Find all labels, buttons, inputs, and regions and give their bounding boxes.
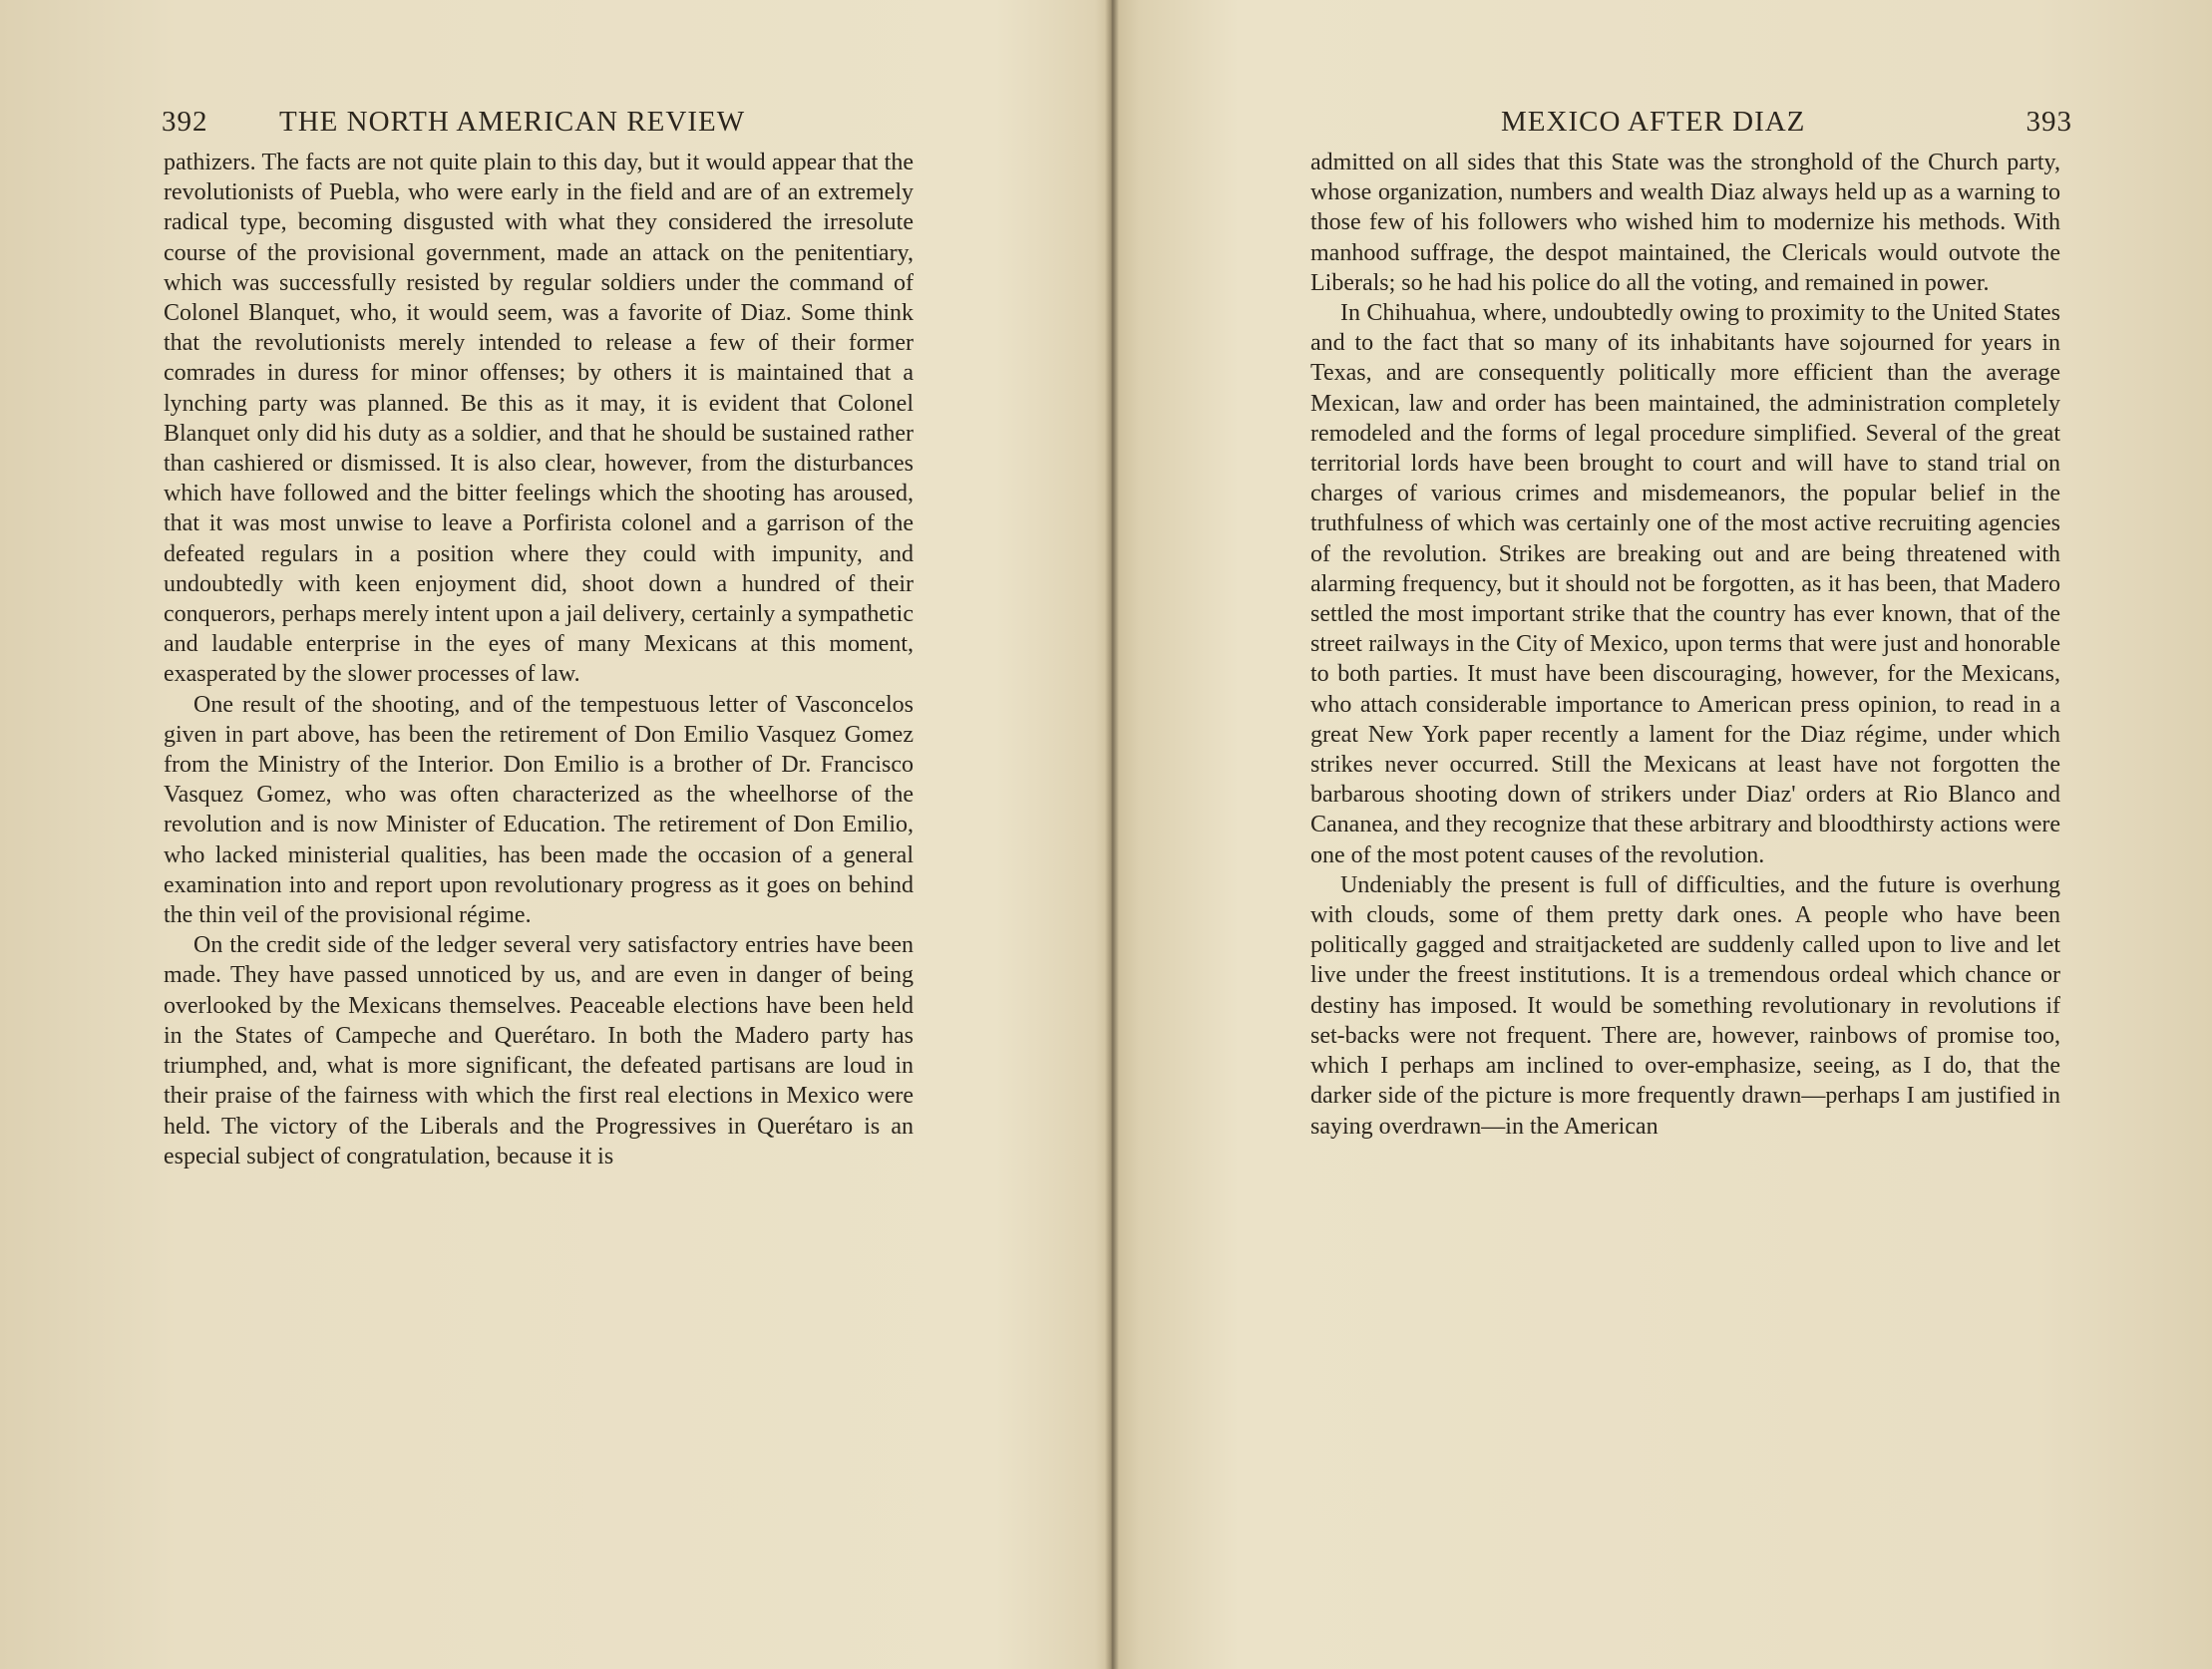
paragraph: pathizers. The facts are not quite plain to this day, but it would appear that the revolutionists of Puebla, who were early in the field and are of an extremely radical type, becoming disgusted with what they considered the irresolute course of the provisional government, made an attack on the penitentiary, which was successfully resisted by regular soldiers under the command of Colonel Blanquet, who, it would seem, was a favorite of Diaz. Some think that the revolutionists merely intended to release a few of their former comrades in duress for minor offenses; by others it is maintained that a lynching party was planned. Be this as it may, it is evident that Colonel Blanquet only did his duty as a soldier, and that he should be sustained rather than cashiered or dismissed. It is also clear, however, from the disturbances which have followed and the bitter feelings which the shooting has aroused, that it was most unwise to leave a Porfirista colonel and a garrison of the defeated regulars in a position where they could with impunity, and undoubtedly with keen enjoyment did, shoot down a hundred of their conquerors, perhaps merely intent upon a jail delivery, certainly a sympathetic and laudable enterprise in the eyes of many Mexicans at this moment, exasperated by the slower processes of law. — [164, 150, 914, 688]
page-number: 392 — [162, 106, 208, 138]
paragraph: One result of the shooting, and of the tempestuous letter of Vasconcelos given in part above, has been the retirement of Don Emilio Vasquez Gomez from the Ministry of the Interior. Don Emilio is a brother of Dr. Francisco Vasquez Gomez, who was often characterized as the wheelhorse of the revolution and is now Minister of Education. The retirement of Don Emilio, who lacked ministerial qualities, has been made the occasion of a general examination into and report upon revolutionary progress as it goes on behind the thin veil of the provisional régime. — [164, 691, 914, 929]
right-page-body — [1310, 148, 2060, 1142]
paragraph: admitted on all sides that this State was the stronghold of the Church party, whose organization, numbers and wealth Diaz always held up as a warning to those few of his followers who wished him to modernize his methods. With manhood suffrage, the despot maintained, the Clericals would outvote the Liberals; so he had his police do all the voting, and remained in power. — [1310, 150, 2060, 296]
left-page-body — [164, 148, 914, 1171]
paragraph: Undeniably the present is full of difficulties, and the future is overhung with clouds, some of them pretty dark ones. A people who have been politically gagged and straitjacketed are suddenly called upon to live and let live under the freest institutions. It is a tremendous ordeal which chance or destiny has imposed. It would be something revolutionary in revolutions if set-backs were not frequent. There are, however, rainbows of promise too, which I perhaps am inclined to over-emphasize, seeing, as I do, that the darker side of the picture is more frequently drawn—perhaps I am justified in saying overdrawn—in the American — [1310, 871, 2060, 1140]
right-running-head — [1296, 106, 2074, 146]
page-number: 393 — [2026, 106, 2072, 138]
paragraph: In Chihuahua, where, undoubtedly owing to proximity to the United States and to the fact that so many of its inhabitants have sojourned for years in Texas, and are consequently politically more efficient than the average Mexican, law and order has been maintained, the administration completely remodeled and the forms of legal procedure simplified. Several of the great territorial lords have been brought to court and will have to stand trial on charges of various crimes and misdemeanors, the popular belief in the truthfulness of which was certainly one of the most active recruiting agencies of the revolution. Strikes are breaking out and are being threatened with alarming frequency, but it should not be forgotten, as it has been, that Madero settled the most important strike that the country has ever known, that of the street railways in the City of Mexico, upon terms that were just and honorable to both parties. It must have been discouraging, however, for the Mexicans, who attach considerable importance to American press opinion, to read in a great New York paper recently a lament for the Diaz régime, under which strikes never occurred. Still the Mexicans at least have not forgotten the barbarous shooting down of strikers under Diaz' orders at Rio Blanco and Cananea, and they recognize that these arbitrary and bloodthirsty actions were one of the most potent causes of the revolution. — [1310, 300, 2060, 868]
book-gutter — [1105, 0, 1119, 1669]
right-page — [1296, 0, 2074, 1669]
paragraph: On the credit side of the ledger several very satisfactory entries have been made. They have passed unnoticed by us, and are even in danger of being overlooked by the Mexicans themselves. Peaceable elections have been held in the States of Campeche and Querétaro. In both the Madero party has triumphed, and, what is more significant, the defeated partisans are loud in their praise of the fairness with which the first real elections in Mexico were held. The victory of the Liberals and the Progressives in Querétaro is an especial subject of congratulation, because it is — [164, 932, 914, 1169]
left-running-head — [150, 106, 927, 146]
left-page — [150, 0, 927, 1669]
running-title: MEXICO AFTER DIAZ — [1501, 106, 1806, 138]
running-title: THE NORTH AMERICAN REVIEW — [279, 106, 746, 138]
